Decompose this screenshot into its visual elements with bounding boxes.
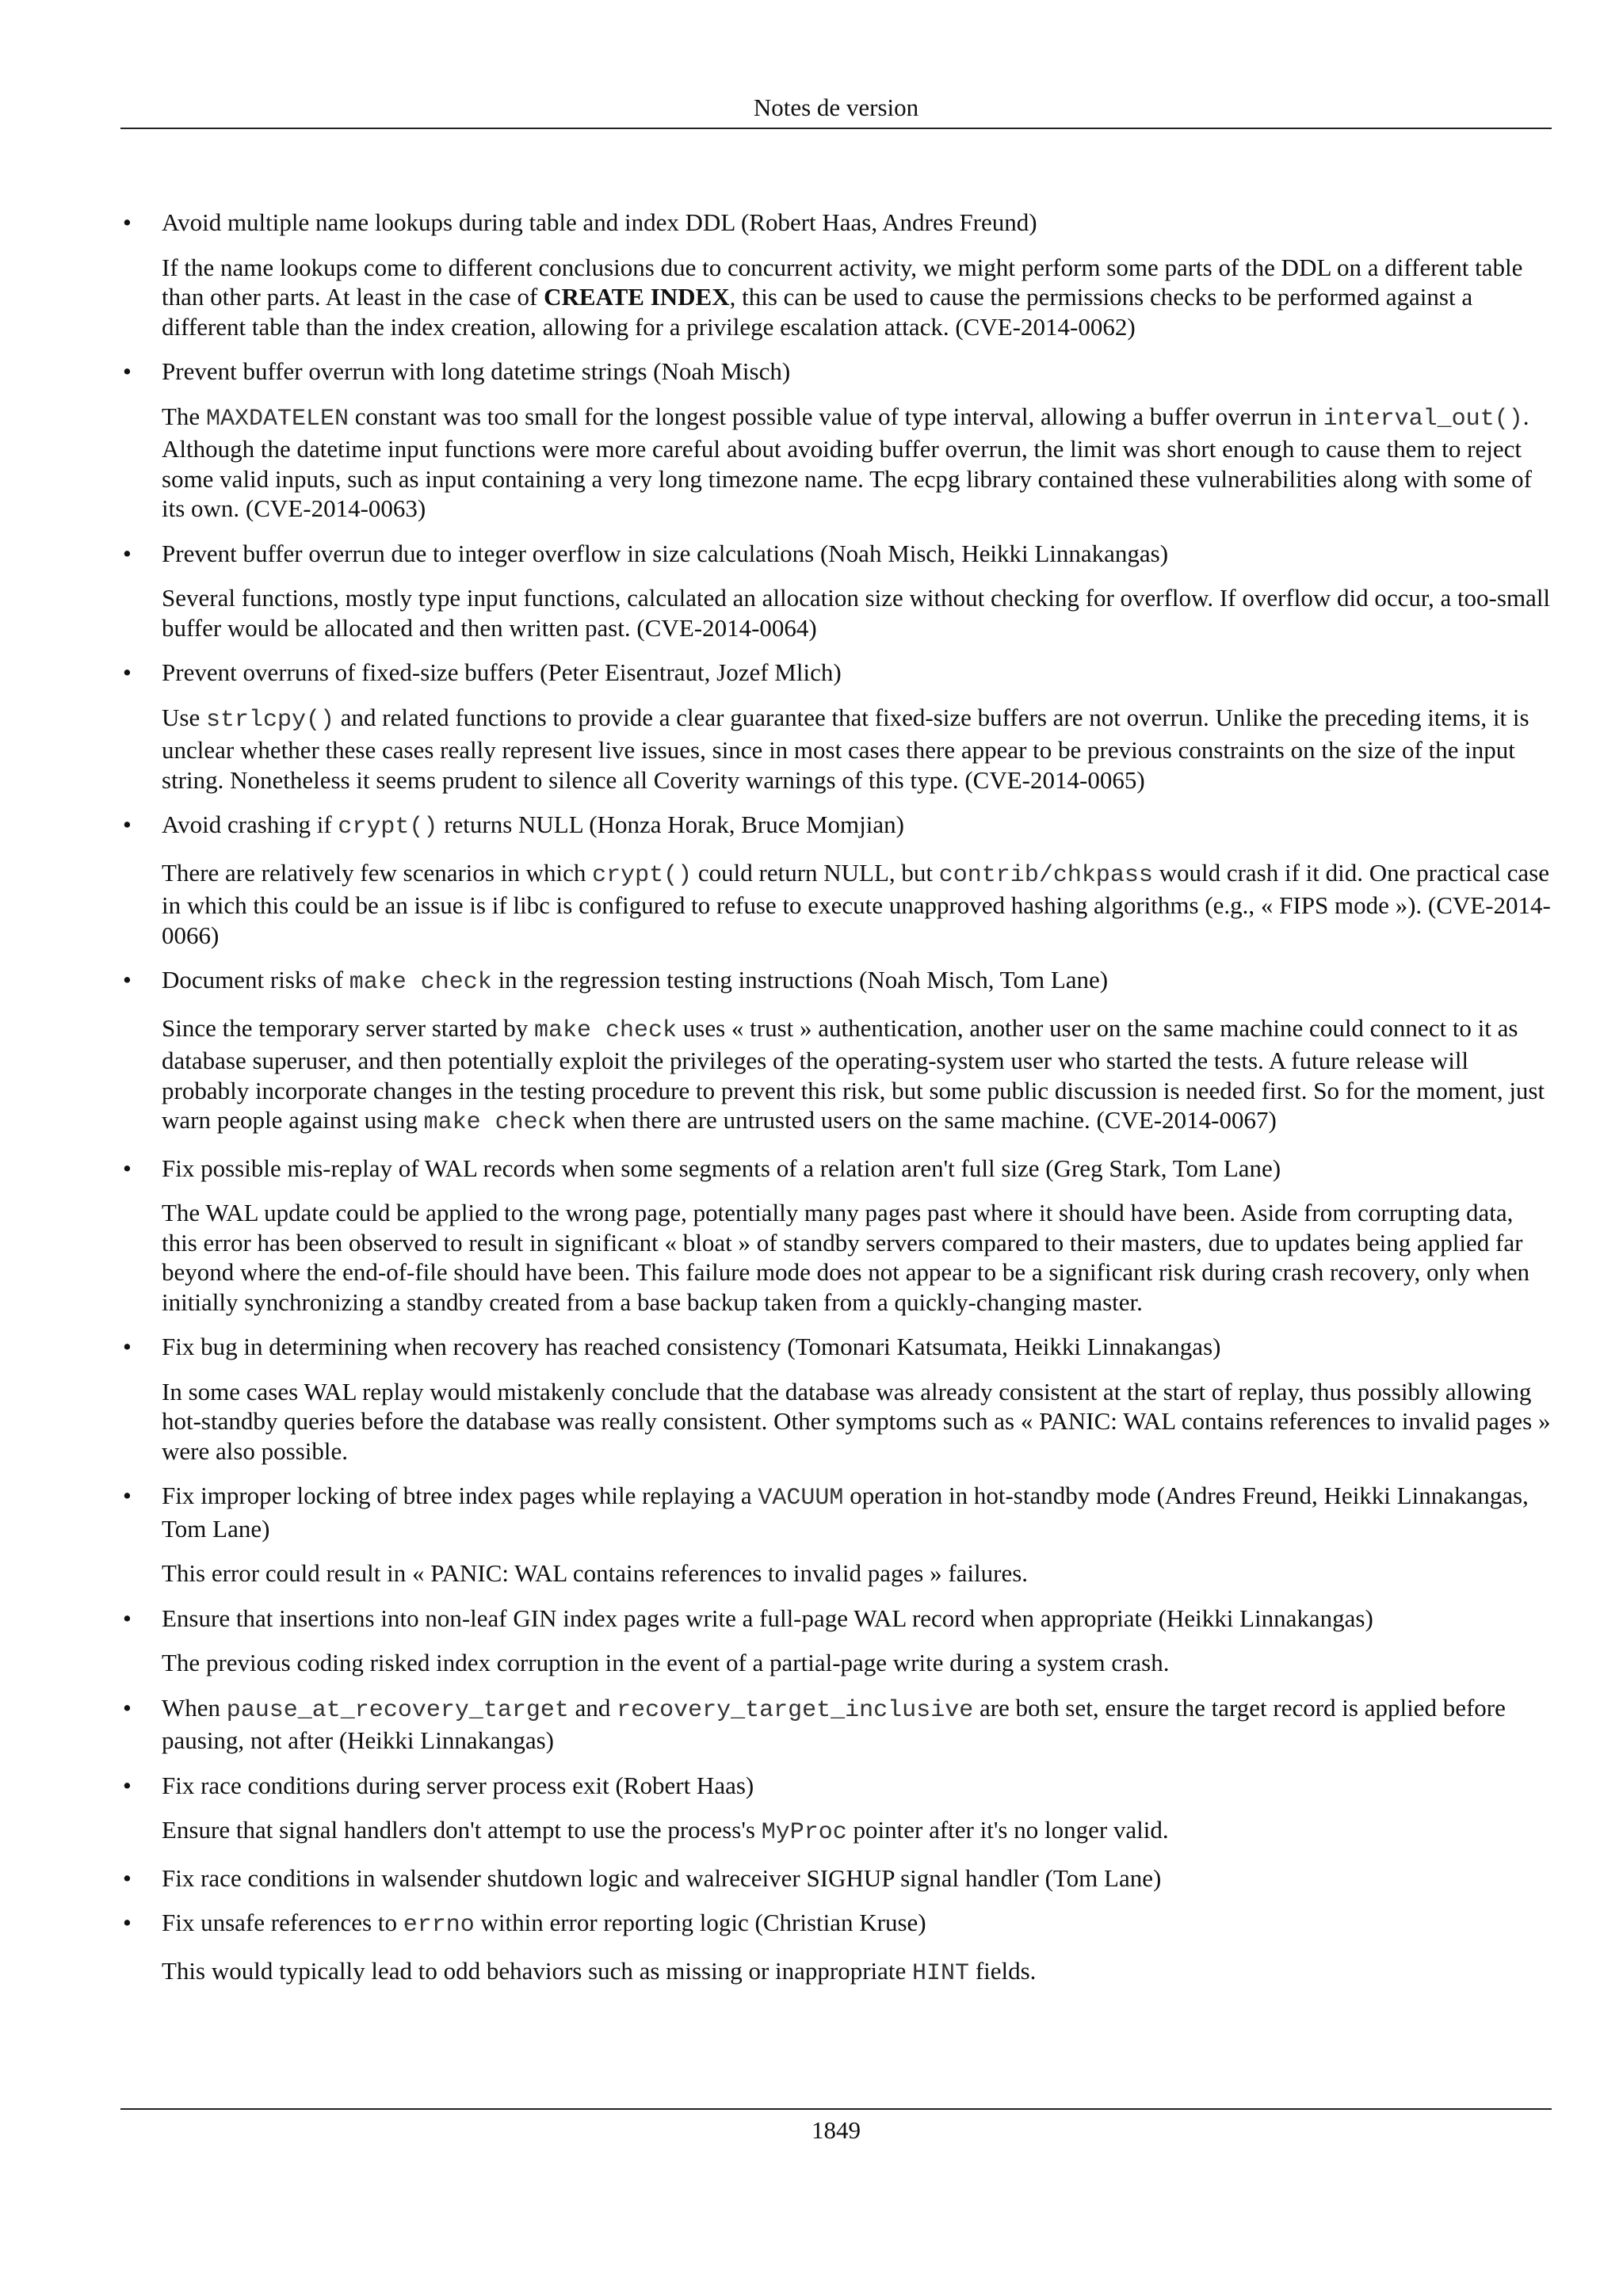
list-item [120, 1693, 1552, 1756]
list-item [120, 1154, 1552, 1318]
item-summary: Prevent overruns of fixed-size buffers (Peter Eisentraut, Jozef Mlich) [162, 658, 842, 686]
list-item [120, 208, 1552, 341]
item-summary: Fix race conditions in walsender shutdown logic and walreceiver SIGHUP signal handler (Tom Lane) [162, 1863, 1162, 1892]
item-detail: The WAL update could be applied to the wrong page, potentially many pages past where it should have been. Aside from corrupting data, this error has been observed to result in significant « bloat » of standby servers compared to their masters, due to updates being applied far beyond where the end-of-file should have been. This failure mode does not appear to be a significant risk during crash recovery, only when initially synchronizing a standby created from a base backup taken from a quickly-changing master. [162, 1199, 1529, 1316]
code-literal: HINT [912, 1959, 970, 1987]
code-literal: make check [534, 1016, 678, 1044]
item-detail: The MAXDATELEN constant was too small for the longest possible value of type interval, allowing a buffer overrun in interval_out(). Although the datetime input functions were more careful about avoiding buffer overrun, the limit was short enough to cause them to reject some valid inputs, such as input containing a very long timezone name. The ecpg library contained these vulnerabilities along with some of its own. (CVE-2014-0063) [162, 402, 1532, 522]
code-literal: pause_at_recovery_target [226, 1696, 569, 1724]
item-detail: The previous coding risked index corruption in the event of a partial-page write during a system crash. [162, 1649, 1170, 1676]
item-summary: Fix possible mis-replay of WAL records when some segments of a relation aren't full size (Greg Stark, Tom Lane) [162, 1154, 1281, 1182]
item-summary: Avoid crashing if crypt() returns NULL (Honza Horak, Bruce Momjian) [162, 810, 904, 841]
item-detail: There are relatively few scenarios in which crypt() could return NULL, but contrib/chkpass would crash if it did. One practical case in which this could be an issue is if libc is configured to refuse to execute unapproved hashing algorithms (e.g., « FIPS mode »). (CVE-2014-0066) [162, 858, 1551, 949]
code-literal: recovery_target_inclusive [617, 1696, 974, 1724]
list-item [120, 1332, 1552, 1466]
header-rule [120, 128, 1552, 129]
item-summary: Ensure that insertions into non-leaf GIN index pages write a full-page WAL record when appropriate (Heikki Linnakangas) [162, 1604, 1373, 1632]
code-literal: interval_out() [1323, 405, 1523, 433]
code-literal: crypt() [338, 814, 438, 841]
list-item [120, 1771, 1552, 1848]
item-summary: Document risks of make check in the regression testing instructions (Noah Misch, Tom Lane) [162, 966, 1109, 996]
item-summary: Fix improper locking of btree index pages while replaying a VACUUM operation in hot-standby mode (Andres Freund, Heikki Linnakangas, Tom Lane) [162, 1482, 1529, 1543]
release-notes-list [120, 208, 1552, 1989]
list-item [120, 1481, 1552, 1589]
code-literal: contrib/chkpass [938, 861, 1153, 889]
item-summary: Avoid multiple name lookups during table and index DDL (Robert Haas, Andres Freund) [162, 208, 1037, 236]
footer-rule [120, 2108, 1552, 2110]
code-literal: errno [403, 1912, 475, 1939]
code-literal: make check [423, 1109, 567, 1136]
list-item [120, 539, 1552, 643]
list-item [120, 357, 1552, 524]
list-item [120, 1863, 1552, 1894]
code-literal: strlcpy() [205, 706, 334, 734]
code-literal: make check [349, 969, 492, 996]
code-literal: MAXDATELEN [205, 405, 349, 433]
command-name: CREATE INDEX [544, 283, 730, 311]
page-header-title: Notes de version [753, 93, 919, 121]
list-item [120, 810, 1552, 950]
item-summary: Fix race conditions during server process exit (Robert Haas) [162, 1771, 754, 1799]
code-literal: crypt() [592, 861, 693, 889]
item-detail: Use strlcpy() and related functions to provide a clear guarantee that fixed-size buffers are not overrun. Unlike the preceding items, it is unclear whether these cases really represent live issues, since in most cases there appear to be previous constraints on the size of the input string. Nonetheless it seems prudent to silence all Coverity warnings of this type. (CVE-2014-0065) [162, 703, 1529, 794]
item-detail: In some cases WAL replay would mistakenly conclude that the database was already consistent at the start of replay, thus possibly allowing hot-standby queries before the database was really consistent. Other symptoms such as « PANIC: WAL contains references to invalid pages » were also possible. [162, 1377, 1551, 1465]
item-summary: Fix unsafe references to errno within error reporting logic (Christian Kruse) [162, 1909, 926, 1939]
item-summary: Prevent buffer overrun due to integer overflow in size calculations (Noah Misch, Heikki Linnakangas) [162, 539, 1169, 567]
item-detail: Several functions, mostly type input functions, calculated an allocation size without checking for overflow. If overflow did occur, a too-small buffer would be allocated and then written past. (CVE-2014-0064) [162, 584, 1551, 642]
item-summary: When pause_at_recovery_target and recovery_target_inclusive are both set, ensure the target record is applied before pausing, not after (Heikki Linnakangas) [162, 1693, 1506, 1754]
item-summary: Fix bug in determining when recovery has reached consistency (Tomonari Katsumata, Heikki Linnakangas) [162, 1333, 1221, 1360]
code-literal: VACUUM [758, 1485, 844, 1512]
page-number: 1849 [812, 2116, 861, 2144]
list-item [120, 1908, 1552, 1989]
item-detail: If the name lookups come to different conclusions due to concurrent activity, we might perform some parts of the DDL on a different table than other parts. At least in the case of CREATE INDEX, this can be used to cause the permissions checks to be performed against a different table than the index creation, allowing for a privilege escalation attack. (CVE-2014-0062) [162, 253, 1523, 341]
item-detail: Since the temporary server started by make check uses « trust » authentication, another user on the same machine could connect to it as database superuser, and then potentially exploit the privileges of the operating-system user who started the tests. A future release will probably incorporate changes in the testing procedure to prevent this risk, but some public discussion is needed first. So for the moment, just warn people against using make check when there are untrusted users on the same machine. (CVE-2014-0067) [162, 1013, 1545, 1136]
item-detail: This would typically lead to odd behaviors such as missing or inappropriate HINT fields. [162, 1956, 1037, 1987]
list-item [120, 1604, 1552, 1678]
list-item [120, 658, 1552, 795]
item-summary: Prevent buffer overrun with long datetime strings (Noah Misch) [162, 357, 791, 385]
item-detail: Ensure that signal handlers don't attempt to use the process's MyProc pointer after it's no longer valid. [162, 1816, 1169, 1846]
item-detail: This error could result in « PANIC: WAL contains references to invalid pages » failures. [162, 1559, 1029, 1587]
code-literal: MyProc [761, 1819, 847, 1846]
list-item [120, 965, 1552, 1138]
